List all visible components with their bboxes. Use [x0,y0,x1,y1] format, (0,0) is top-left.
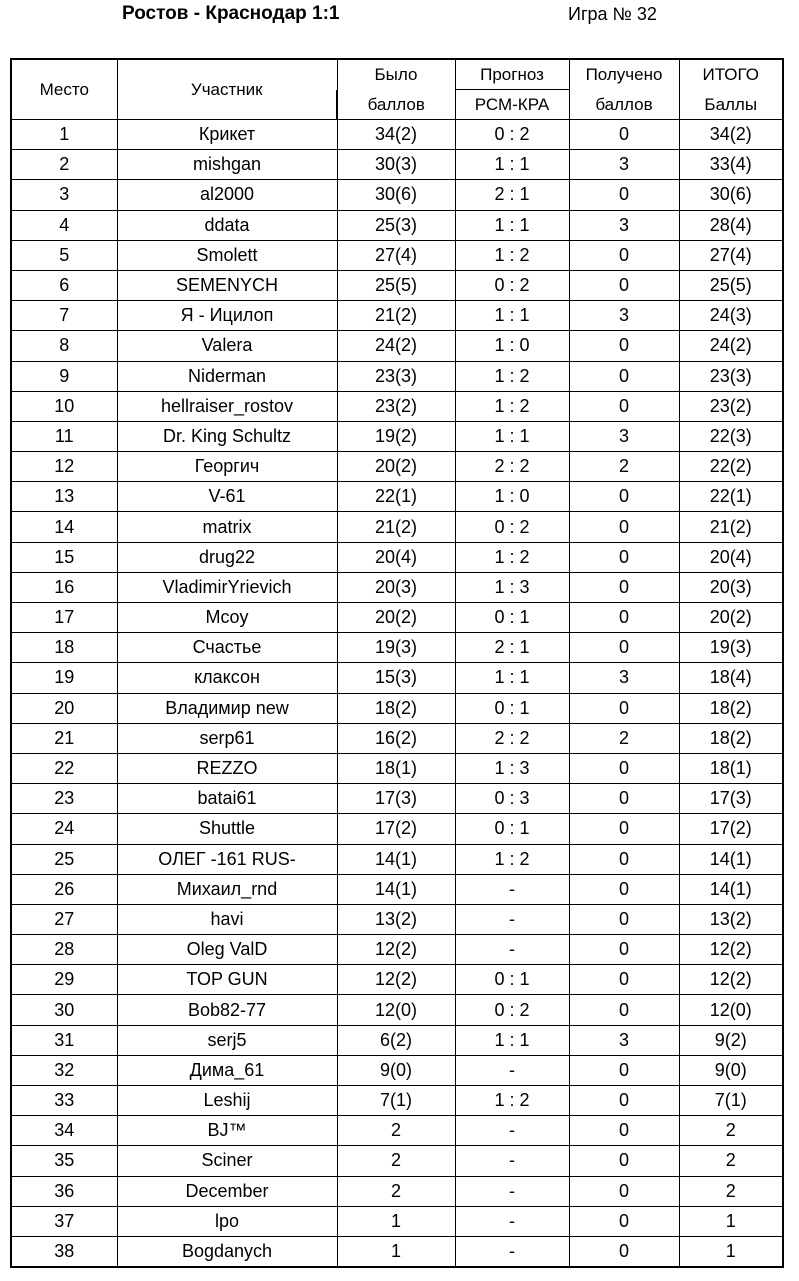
cell-total: 1 [679,1206,783,1236]
cell-participant: hellraiser_rostov [117,391,337,421]
cell-place: 18 [11,633,117,663]
cell-had-points: 25(3) [337,210,455,240]
cell-received-points: 3 [569,301,679,331]
cell-received-points: 0 [569,120,679,150]
cell-forecast: 1 : 2 [455,240,569,270]
column-header-forecast-line1: Прогноз [455,59,569,90]
cell-place: 9 [11,361,117,391]
cell-participant: lpo [117,1206,337,1236]
game-number: Игра № 32 [568,4,657,24]
table-row [11,1116,783,1146]
cell-received-points: 0 [569,270,679,300]
cell-total: 24(2) [679,331,783,361]
cell-received-points: 0 [569,180,679,210]
cell-place: 30 [11,995,117,1025]
cell-place: 11 [11,421,117,451]
cell-forecast: - [455,1176,569,1206]
cell-had-points: 19(2) [337,421,455,451]
cell-participant: V-61 [117,482,337,512]
cell-had-points: 18(1) [337,753,455,783]
cell-place: 14 [11,512,117,542]
cell-total: 7(1) [679,1086,783,1116]
results-table [10,58,784,1268]
cell-place: 13 [11,482,117,512]
cell-place: 31 [11,1025,117,1055]
cell-forecast: 1 : 1 [455,210,569,240]
cell-participant: drug22 [117,542,337,572]
cell-had-points: 13(2) [337,904,455,934]
table-row [11,361,783,391]
cell-forecast: 0 : 2 [455,270,569,300]
cell-place: 25 [11,844,117,874]
cell-had-points: 27(4) [337,240,455,270]
cell-participant: al2000 [117,180,337,210]
cell-had-points: 19(3) [337,633,455,663]
cell-had-points: 2 [337,1146,455,1176]
cell-had-points: 15(3) [337,663,455,693]
cell-place: 2 [11,150,117,180]
cell-forecast: 1 : 3 [455,572,569,602]
cell-place: 26 [11,874,117,904]
cell-participant: SEMENYCH [117,270,337,300]
cell-total: 13(2) [679,904,783,934]
cell-total: 2 [679,1176,783,1206]
cell-place: 27 [11,904,117,934]
cell-received-points: 0 [569,995,679,1025]
table-row [11,301,783,331]
column-header-forecast-line2: РСМ-КРА [455,90,569,120]
column-header-received-line2: баллов [569,90,679,120]
cell-place: 6 [11,270,117,300]
cell-received-points: 3 [569,210,679,240]
cell-total: 23(3) [679,361,783,391]
cell-total: 27(4) [679,240,783,270]
cell-received-points: 0 [569,240,679,270]
cell-place: 8 [11,331,117,361]
cell-forecast: 2 : 2 [455,452,569,482]
cell-had-points: 23(3) [337,361,455,391]
table-body [11,120,783,1268]
cell-place: 37 [11,1206,117,1236]
cell-participant: Niderman [117,361,337,391]
column-header-had-line1: Было [337,59,455,90]
table-row [11,240,783,270]
cell-total: 18(4) [679,663,783,693]
cell-participant: Leshij [117,1086,337,1116]
table-row [11,1146,783,1176]
cell-received-points: 3 [569,421,679,451]
table-row [11,693,783,723]
cell-received-points: 0 [569,874,679,904]
cell-total: 21(2) [679,512,783,542]
column-header-total-line1: ИТОГО [679,59,783,90]
cell-had-points: 14(1) [337,844,455,874]
cell-received-points: 0 [569,904,679,934]
table-row [11,452,783,482]
cell-participant: TOP GUN [117,965,337,995]
cell-had-points: 24(2) [337,331,455,361]
cell-received-points: 0 [569,633,679,663]
table-row [11,1086,783,1116]
cell-participant: REZZO [117,753,337,783]
cell-had-points: 20(2) [337,452,455,482]
cell-received-points: 0 [569,482,679,512]
table-row [11,995,783,1025]
cell-forecast: 1 : 0 [455,331,569,361]
cell-forecast: 2 : 1 [455,180,569,210]
cell-place: 32 [11,1055,117,1085]
table-row [11,663,783,693]
cell-participant: havi [117,904,337,934]
cell-forecast: - [455,904,569,934]
table-row [11,1055,783,1085]
cell-participant: Bogdanych [117,1236,337,1267]
cell-forecast: 1 : 2 [455,1086,569,1116]
cell-place: 36 [11,1176,117,1206]
table-row [11,633,783,663]
cell-total: 28(4) [679,210,783,240]
cell-received-points: 2 [569,452,679,482]
cell-had-points: 17(2) [337,814,455,844]
cell-total: 17(3) [679,784,783,814]
cell-place: 4 [11,210,117,240]
cell-total: 12(2) [679,935,783,965]
cell-total: 22(2) [679,452,783,482]
cell-total: 18(2) [679,693,783,723]
cell-place: 7 [11,301,117,331]
column-header-had-line2: баллов [337,90,455,120]
cell-had-points: 34(2) [337,120,455,150]
table-row [11,1206,783,1236]
cell-participant: Dr. King Schultz [117,421,337,451]
table-row [11,180,783,210]
table-row [11,753,783,783]
cell-total: 33(4) [679,150,783,180]
cell-received-points: 0 [569,361,679,391]
cell-received-points: 0 [569,814,679,844]
cell-received-points: 0 [569,603,679,633]
table-row [11,1176,783,1206]
cell-forecast: 0 : 3 [455,784,569,814]
cell-total: 14(1) [679,874,783,904]
cell-received-points: 0 [569,391,679,421]
cell-forecast: - [455,1055,569,1085]
cell-participant: Счастье [117,633,337,663]
cell-forecast: 1 : 1 [455,150,569,180]
cell-had-points: 17(3) [337,784,455,814]
cell-place: 1 [11,120,117,150]
cell-total: 34(2) [679,120,783,150]
cell-received-points: 0 [569,693,679,723]
cell-total: 18(1) [679,753,783,783]
cell-participant: serp61 [117,723,337,753]
cell-had-points: 21(2) [337,301,455,331]
cell-received-points: 0 [569,1086,679,1116]
cell-total: 24(3) [679,301,783,331]
cell-had-points: 2 [337,1116,455,1146]
cell-total: 1 [679,1236,783,1267]
cell-total: 20(3) [679,572,783,602]
table-row [11,120,783,150]
cell-received-points: 0 [569,753,679,783]
cell-had-points: 20(4) [337,542,455,572]
cell-place: 16 [11,572,117,602]
cell-forecast: - [455,935,569,965]
cell-received-points: 0 [569,965,679,995]
cell-had-points: 20(2) [337,603,455,633]
cell-participant: Sciner [117,1146,337,1176]
cell-received-points: 0 [569,844,679,874]
cell-place: 20 [11,693,117,723]
cell-forecast: 2 : 1 [455,633,569,663]
table-row [11,421,783,451]
cell-had-points: 16(2) [337,723,455,753]
cell-participant: ОЛЕГ -161 RUS- [117,844,337,874]
table-row [11,512,783,542]
cell-had-points: 12(2) [337,965,455,995]
cell-received-points: 0 [569,542,679,572]
cell-total: 17(2) [679,814,783,844]
table-row [11,723,783,753]
cell-total: 22(3) [679,421,783,451]
cell-received-points: 0 [569,1236,679,1267]
cell-place: 34 [11,1116,117,1146]
cell-forecast: 2 : 2 [455,723,569,753]
cell-place: 38 [11,1236,117,1267]
cell-received-points: 3 [569,663,679,693]
cell-received-points: 0 [569,1146,679,1176]
column-header-received-line1: Получено [569,59,679,90]
cell-forecast: - [455,1146,569,1176]
cell-received-points: 3 [569,150,679,180]
cell-received-points: 0 [569,572,679,602]
column-header-place: Место [11,59,117,120]
table-row [11,210,783,240]
table-row [11,572,783,602]
table-row [11,1025,783,1055]
cell-total: 20(2) [679,603,783,633]
cell-participant: VladimirYrievich [117,572,337,602]
cell-forecast: 0 : 1 [455,603,569,633]
cell-had-points: 1 [337,1206,455,1236]
cell-total: 9(0) [679,1055,783,1085]
table-row [11,150,783,180]
cell-had-points: 9(0) [337,1055,455,1085]
cell-place: 23 [11,784,117,814]
cell-total: 9(2) [679,1025,783,1055]
table-row [11,784,783,814]
cell-place: 5 [11,240,117,270]
cell-total: 23(2) [679,391,783,421]
table-row [11,391,783,421]
cell-forecast: 1 : 0 [455,482,569,512]
column-header-participant: Участник [117,59,337,120]
cell-participant: Oleg ValD [117,935,337,965]
cell-had-points: 1 [337,1236,455,1267]
table-row [11,331,783,361]
cell-had-points: 30(3) [337,150,455,180]
cell-participant: Дима_61 [117,1055,337,1085]
cell-place: 29 [11,965,117,995]
cell-had-points: 18(2) [337,693,455,723]
cell-forecast: 1 : 2 [455,391,569,421]
cell-forecast: 1 : 1 [455,301,569,331]
cell-total: 19(3) [679,633,783,663]
cell-place: 10 [11,391,117,421]
cell-had-points: 14(1) [337,874,455,904]
cell-participant: Bob82-77 [117,995,337,1025]
cell-forecast: 0 : 2 [455,512,569,542]
cell-forecast: 0 : 2 [455,120,569,150]
cell-participant: ddata [117,210,337,240]
cell-had-points: 2 [337,1176,455,1206]
cell-forecast: 1 : 3 [455,753,569,783]
cell-forecast: 1 : 1 [455,1025,569,1055]
cell-received-points: 0 [569,1206,679,1236]
table-row [11,904,783,934]
cell-place: 15 [11,542,117,572]
cell-participant: клаксон [117,663,337,693]
cell-received-points: 0 [569,1055,679,1085]
cell-total: 22(1) [679,482,783,512]
cell-forecast: 1 : 2 [455,844,569,874]
cell-total: 12(2) [679,965,783,995]
cell-participant: Георгич [117,452,337,482]
cell-total: 25(5) [679,270,783,300]
cell-forecast: 0 : 2 [455,995,569,1025]
cell-had-points: 21(2) [337,512,455,542]
cell-participant: mishgan [117,150,337,180]
cell-participant: Mcoy [117,603,337,633]
table-row [11,1236,783,1267]
cell-received-points: 0 [569,935,679,965]
cell-had-points: 23(2) [337,391,455,421]
cell-participant: batai61 [117,784,337,814]
cell-forecast: - [455,1236,569,1267]
cell-had-points: 22(1) [337,482,455,512]
cell-participant: Крикет [117,120,337,150]
cell-total: 18(2) [679,723,783,753]
cell-forecast: - [455,1206,569,1236]
cell-had-points: 7(1) [337,1086,455,1116]
cell-place: 33 [11,1086,117,1116]
cell-forecast: 1 : 2 [455,361,569,391]
cell-participant: Я - Ицилоп [117,301,337,331]
cell-received-points: 2 [569,723,679,753]
cell-had-points: 25(5) [337,270,455,300]
cell-forecast: 1 : 1 [455,663,569,693]
cell-total: 12(0) [679,995,783,1025]
table-row [11,542,783,572]
table-row [11,874,783,904]
cell-place: 35 [11,1146,117,1176]
cell-participant: Владимир new [117,693,337,723]
cell-participant: Valera [117,331,337,361]
cell-participant: December [117,1176,337,1206]
cell-forecast: 0 : 1 [455,814,569,844]
cell-total: 2 [679,1146,783,1176]
cell-participant: Shuttle [117,814,337,844]
cell-place: 24 [11,814,117,844]
cell-total: 30(6) [679,180,783,210]
cell-forecast: 1 : 1 [455,421,569,451]
cell-total: 14(1) [679,844,783,874]
cell-forecast: - [455,1116,569,1146]
cell-forecast: 0 : 1 [455,693,569,723]
match-title: Ростов - Краснодар 1:1 [122,3,340,24]
table-row [11,844,783,874]
cell-had-points: 20(3) [337,572,455,602]
table-row [11,482,783,512]
cell-place: 12 [11,452,117,482]
table-row [11,965,783,995]
table-header [11,59,783,120]
column-header-total-line2: Баллы [679,90,783,120]
cell-had-points: 12(0) [337,995,455,1025]
cell-place: 19 [11,663,117,693]
cell-participant: matrix [117,512,337,542]
cell-place: 22 [11,753,117,783]
cell-place: 3 [11,180,117,210]
table-row [11,935,783,965]
cell-place: 21 [11,723,117,753]
cell-place: 17 [11,603,117,633]
cell-forecast: 0 : 1 [455,965,569,995]
cell-forecast: - [455,874,569,904]
cell-participant: Михаил_rnd [117,874,337,904]
cell-forecast: 1 : 2 [455,542,569,572]
cell-received-points: 0 [569,784,679,814]
cell-received-points: 0 [569,1176,679,1206]
cell-place: 28 [11,935,117,965]
table-row [11,270,783,300]
cell-participant: serj5 [117,1025,337,1055]
cell-received-points: 3 [569,1025,679,1055]
cell-received-points: 0 [569,512,679,542]
cell-had-points: 12(2) [337,935,455,965]
table-row [11,814,783,844]
cell-received-points: 0 [569,1116,679,1146]
cell-had-points: 30(6) [337,180,455,210]
cell-participant: Smolett [117,240,337,270]
cell-had-points: 6(2) [337,1025,455,1055]
cell-total: 20(4) [679,542,783,572]
table-row [11,603,783,633]
cell-received-points: 0 [569,331,679,361]
cell-total: 2 [679,1116,783,1146]
cell-participant: BJ™ [117,1116,337,1146]
